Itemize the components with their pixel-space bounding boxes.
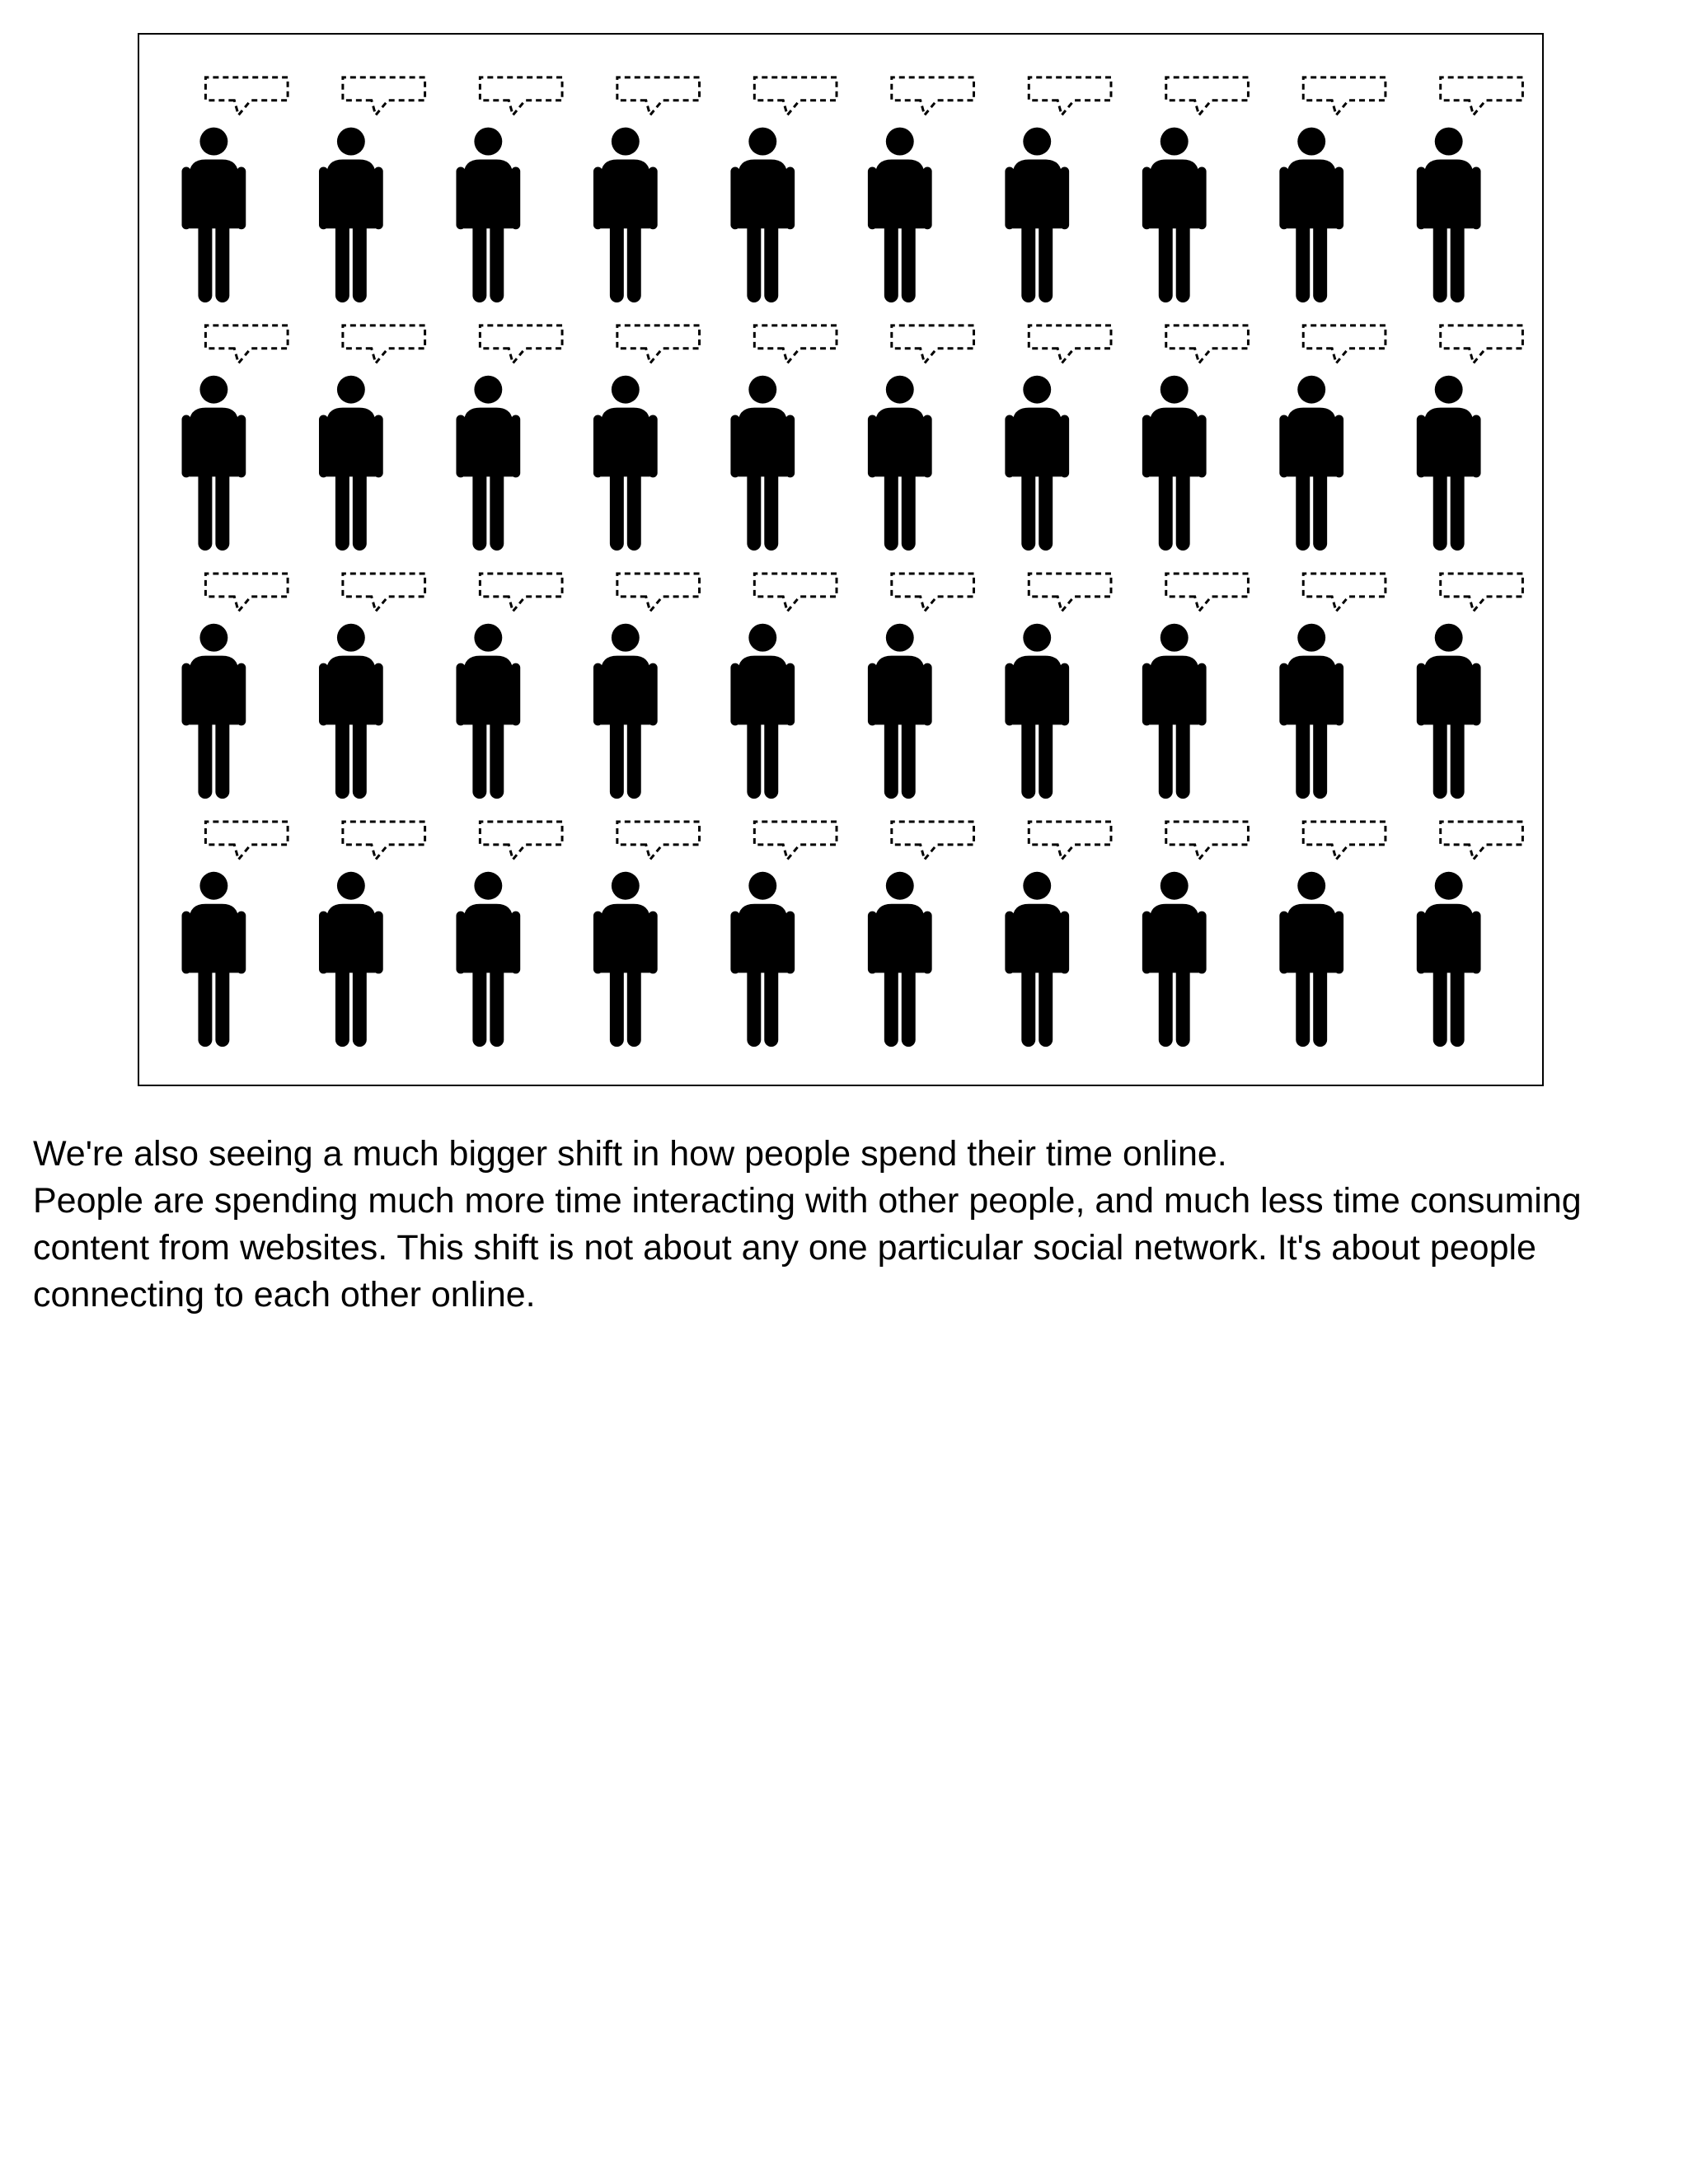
speech-bubble-icon: [754, 574, 837, 612]
person-icon: [319, 376, 383, 551]
speech-bubble-icon: [480, 326, 562, 363]
person-with-bubble: [868, 574, 974, 799]
person-icon: [1142, 872, 1207, 1047]
speaker-notes: [33, 1131, 1655, 1319]
person-icon: [182, 624, 246, 799]
person-icon: [319, 624, 383, 799]
speech-bubble-icon: [205, 822, 288, 860]
speech-bubble-icon: [1166, 77, 1249, 115]
person-with-bubble: [593, 77, 700, 302]
person-icon: [456, 624, 520, 799]
person-with-bubble: [319, 326, 425, 551]
person-with-bubble: [868, 822, 974, 1047]
person-icon: [456, 376, 520, 551]
speech-bubble-icon: [1166, 822, 1249, 860]
person-icon: [1279, 624, 1343, 799]
person-icon: [1005, 128, 1069, 302]
speech-bubble-icon: [480, 822, 562, 860]
person-icon: [593, 376, 658, 551]
person-icon: [730, 624, 795, 799]
person-with-bubble: [868, 77, 974, 302]
speech-bubble-icon: [617, 822, 700, 860]
person-with-bubble: [319, 574, 425, 799]
speech-bubble-icon: [1303, 77, 1386, 115]
person-with-bubble: [456, 822, 562, 1047]
person-icon: [1005, 624, 1069, 799]
person-with-bubble: [1005, 326, 1111, 551]
people-grid: [139, 35, 1542, 1085]
person-with-bubble: [182, 326, 288, 551]
person-with-bubble: [1142, 326, 1249, 551]
speech-bubble-icon: [1303, 326, 1386, 363]
person-icon: [182, 128, 246, 302]
person-with-bubble: [1279, 822, 1386, 1047]
person-with-bubble: [593, 822, 700, 1047]
person-icon: [1142, 128, 1207, 302]
person-icon: [868, 624, 932, 799]
speech-bubble-icon: [1029, 326, 1111, 363]
speech-bubble-icon: [754, 77, 837, 115]
speech-bubble-icon: [617, 574, 700, 612]
person-with-bubble: [182, 822, 288, 1047]
speech-bubble-icon: [1303, 574, 1386, 612]
person-icon: [868, 872, 932, 1047]
person-with-bubble: [1279, 77, 1386, 302]
speech-bubble-icon: [892, 574, 974, 612]
speech-bubble-icon: [1166, 574, 1249, 612]
person-with-bubble: [1279, 326, 1386, 551]
person-icon: [730, 128, 795, 302]
speech-bubble-icon: [1166, 326, 1249, 363]
speech-bubble-icon: [617, 77, 700, 115]
person-with-bubble: [730, 326, 837, 551]
person-icon: [868, 128, 932, 302]
person-icon: [1142, 624, 1207, 799]
person-with-bubble: [1417, 326, 1523, 551]
person-icon: [868, 376, 932, 551]
person-with-bubble: [730, 574, 837, 799]
person-icon: [1417, 624, 1481, 799]
speech-bubble-icon: [617, 326, 700, 363]
slide-frame: [138, 33, 1544, 1086]
person-with-bubble: [1417, 574, 1523, 799]
person-with-bubble: [182, 77, 288, 302]
person-with-bubble: [456, 326, 562, 551]
person-with-bubble: [182, 574, 288, 799]
person-with-bubble: [593, 326, 700, 551]
speech-bubble-icon: [1441, 326, 1523, 363]
person-icon: [593, 872, 658, 1047]
speech-bubble-icon: [343, 822, 425, 860]
person-icon: [1005, 872, 1069, 1047]
speech-bubble-icon: [1029, 77, 1111, 115]
speech-bubble-icon: [754, 326, 837, 363]
person-icon: [1279, 872, 1343, 1047]
speech-bubble-icon: [205, 77, 288, 115]
person-with-bubble: [1142, 574, 1249, 799]
person-with-bubble: [730, 77, 837, 302]
speech-bubble-icon: [343, 326, 425, 363]
person-with-bubble: [1005, 77, 1111, 302]
notes-paragraph-2: People are spending much more time interacting with other people, and much less time consuming content from websites. This shift is not about any one particular social network. It's about people connecting to each other online.: [33, 1181, 1582, 1315]
person-icon: [1279, 128, 1343, 302]
person-with-bubble: [1417, 822, 1523, 1047]
person-icon: [1142, 376, 1207, 551]
person-icon: [1417, 872, 1481, 1047]
person-icon: [730, 872, 795, 1047]
speech-bubble-icon: [205, 574, 288, 612]
speech-bubble-icon: [1029, 574, 1111, 612]
speech-bubble-icon: [1441, 574, 1523, 612]
speech-bubble-icon: [1441, 822, 1523, 860]
speech-bubble-icon: [343, 77, 425, 115]
person-icon: [182, 376, 246, 551]
person-with-bubble: [593, 574, 700, 799]
person-icon: [456, 128, 520, 302]
speech-bubble-icon: [892, 77, 974, 115]
person-with-bubble: [319, 822, 425, 1047]
person-icon: [182, 872, 246, 1047]
person-with-bubble: [456, 574, 562, 799]
person-icon: [1279, 376, 1343, 551]
person-icon: [1005, 376, 1069, 551]
speech-bubble-icon: [1441, 77, 1523, 115]
person-with-bubble: [1417, 77, 1523, 302]
person-with-bubble: [868, 326, 974, 551]
person-icon: [730, 376, 795, 551]
person-with-bubble: [1142, 822, 1249, 1047]
person-with-bubble: [1142, 77, 1249, 302]
person-icon: [593, 624, 658, 799]
speech-bubble-icon: [1303, 822, 1386, 860]
person-with-bubble: [1279, 574, 1386, 799]
speech-bubble-icon: [754, 822, 837, 860]
notes-line-1: We're also seeing a much bigger shift in how people spend their time online.: [33, 1134, 1227, 1174]
person-with-bubble: [1005, 822, 1111, 1047]
person-icon: [1417, 376, 1481, 551]
person-icon: [1417, 128, 1481, 302]
person-with-bubble: [1005, 574, 1111, 799]
person-icon: [319, 128, 383, 302]
person-with-bubble: [456, 77, 562, 302]
speech-bubble-icon: [892, 326, 974, 363]
speech-bubble-icon: [892, 822, 974, 860]
speech-bubble-icon: [205, 326, 288, 363]
person-icon: [319, 872, 383, 1047]
person-with-bubble: [730, 822, 837, 1047]
speech-bubble-icon: [480, 77, 562, 115]
person-with-bubble: [319, 77, 425, 302]
speech-bubble-icon: [480, 574, 562, 612]
person-icon: [593, 128, 658, 302]
speech-bubble-icon: [1029, 822, 1111, 860]
speech-bubble-icon: [343, 574, 425, 612]
person-icon: [456, 872, 520, 1047]
